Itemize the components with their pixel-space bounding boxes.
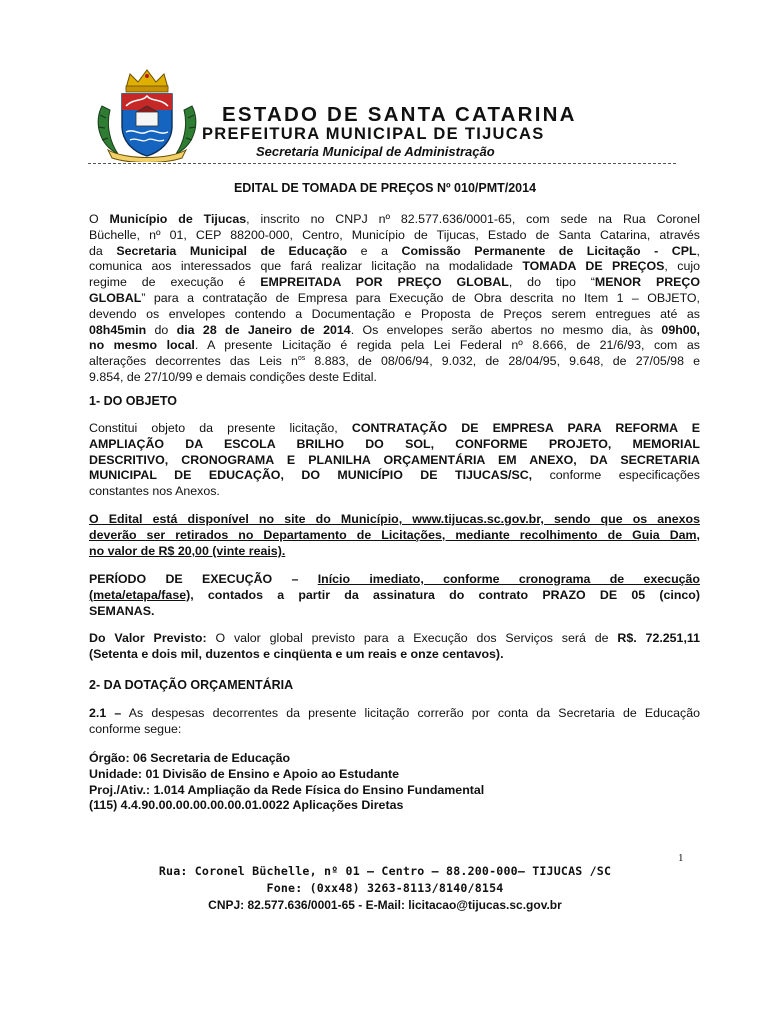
- availability-line: O Edital está disponível no site do Município, www.tijucas.sc.gov.br, sendo que os anexos: [89, 512, 700, 526]
- municipal-coat-of-arms: [92, 66, 202, 162]
- object-line: MUNICIPAL DE EDUCAÇÃO, DO MUNICÍPIO DE TIJUCAS/SC, conforme especificações: [89, 468, 700, 483]
- section-2-heading: 2- DA DOTAÇÃO ORÇAMENTÁRIA: [89, 678, 294, 692]
- budget-line: Unidade: 01 Divisão de Ensino e Apoio ao Estudante: [89, 766, 400, 781]
- object-line: constantes nos Anexos.: [89, 484, 220, 499]
- state-heading: ESTADO DE SANTA CATARINA: [222, 103, 577, 126]
- edital-availability-paragraph: [89, 512, 700, 559]
- object-paragraph: [89, 421, 700, 500]
- estimated-value-paragraph: [89, 631, 700, 663]
- object-line: AMPLIAÇÃO DA ESCOLA BRILHO DO SOL, CONFORME PROJETO, MEMORIAL: [89, 436, 700, 451]
- intro-line: O Município de Tijucas, inscrito no CNPJ nº 82.577.636/0001-65, com sede na Rua Coronel: [89, 212, 700, 226]
- intro-line: comunica aos interessados que fará realizar licitação na modalidade TOMADA DE PREÇOS, cujo: [89, 259, 700, 274]
- footer-cnpj-email: CNPJ: 82.577.636/0001-65 - E-Mail: licitacao@tijucas.sc.gov.br: [208, 898, 562, 912]
- object-line: DESCRITIVO, CRONOGRAMA E PLANILHA ORÇAMENTÁRIA EM ANEXO, DA SECRETARIA: [89, 452, 700, 467]
- execution-line: SEMANAS.: [89, 603, 155, 618]
- budget-allocation-list: [89, 751, 700, 814]
- execution-line: (meta/etapa/fase), contados a partir da assinatura do contrato PRAZO DE 05 (cinco): [89, 587, 700, 602]
- value-line: (Setenta e dois mil, duzentos e cinqüenta e um reais e onze centavos).: [89, 646, 504, 661]
- budget-line: Órgão: 06 Secretaria de Educação: [89, 751, 291, 765]
- execution-line: PERÍODO DE EXECUÇÃO – Início imediato, conforme cronograma de execução: [89, 572, 700, 586]
- edital-title: EDITAL DE TOMADA DE PREÇOS Nº 010/PMT/2014: [233, 181, 537, 195]
- availability-line: no valor de R$ 20,00 (vinte reais).: [89, 543, 286, 558]
- footer-phone: Fone: (0xx48) 3263-8113/8140/8154: [266, 881, 504, 895]
- intro-paragraph: [89, 212, 700, 386]
- budget-intro-line: conforme segue:: [89, 721, 182, 736]
- secretaria-subheading: Secretaria Municipal de Administração: [256, 144, 495, 159]
- intro-line: devendo os envelopes contendo a Documentação e Proposta de Preços serem entregues até as: [89, 306, 700, 321]
- intro-line: 08h45min do dia 28 de Janeiro de 2014. Os envelopes serão abertos no mesmo dia, às 09h00,: [89, 322, 700, 337]
- intro-line: Büchelle, nº 01, CEP 88200-000, Centro, Município de Tijucas, Estado de Santa Catarina, através: [89, 227, 700, 242]
- intro-line: GLOBAL” para a contratação de Empresa para Execução de Obra descrita no Item 1 – OBJETO,: [89, 290, 700, 305]
- prefeitura-heading: PREFEITURA MUNICIPAL DE TIJUCAS: [202, 125, 545, 143]
- budget-line: (115) 4.4.90.00.00.00.00.00.01.0022 Aplicações Diretas: [89, 798, 404, 813]
- intro-line: regime de execução é EMPREITADA POR PREÇO GLOBAL, do tipo “MENOR PREÇO: [89, 275, 700, 290]
- budget-intro-paragraph: [89, 706, 700, 738]
- page-number: 1: [678, 852, 684, 864]
- footer-address: Rua: Coronel Büchelle, nº 01 – Centro – 88.200-000– TIJUCAS /SC: [158, 864, 612, 878]
- execution-period-paragraph: [89, 572, 700, 619]
- object-line: Constitui objeto da presente licitação, CONTRATAÇÃO DE EMPRESA PARA REFORMA E: [89, 421, 700, 435]
- header-divider: [88, 163, 676, 164]
- budget-line: Proj./Ativ.: 1.014 Ampliação da Rede Física do Ensino Fundamental: [89, 782, 485, 797]
- intro-line: da Secretaria Municipal de Educação e a Comissão Permanente de Licitação - CPL,: [89, 243, 700, 258]
- intro-line: no mesmo local. A presente Licitação é regida pela Lei Federal nº 8.666, de 21/6/93, com as: [89, 338, 700, 353]
- intro-line: 9.854, de 27/10/99 e demais condições deste Edital.: [89, 369, 377, 384]
- budget-intro-line: 2.1 – As despesas decorrentes da presente licitação correrão por conta da Secretaria de Educação: [89, 706, 700, 720]
- availability-line: deverão ser retirados no Departamento de Licitações, mediante recolhimento de Guia Dam,: [89, 527, 700, 542]
- section-1-heading: 1- DO OBJETO: [89, 394, 177, 408]
- value-line: Do Valor Previsto: O valor global previsto para a Execução dos Serviços será de R$. 72.251,11: [89, 631, 700, 645]
- intro-line: alterações decorrentes das Leis $n^{os}$ 8.883, de 08/06/94, 9.032, de 28/04/95, 9.648, de 27/05/98 e: [89, 354, 700, 369]
